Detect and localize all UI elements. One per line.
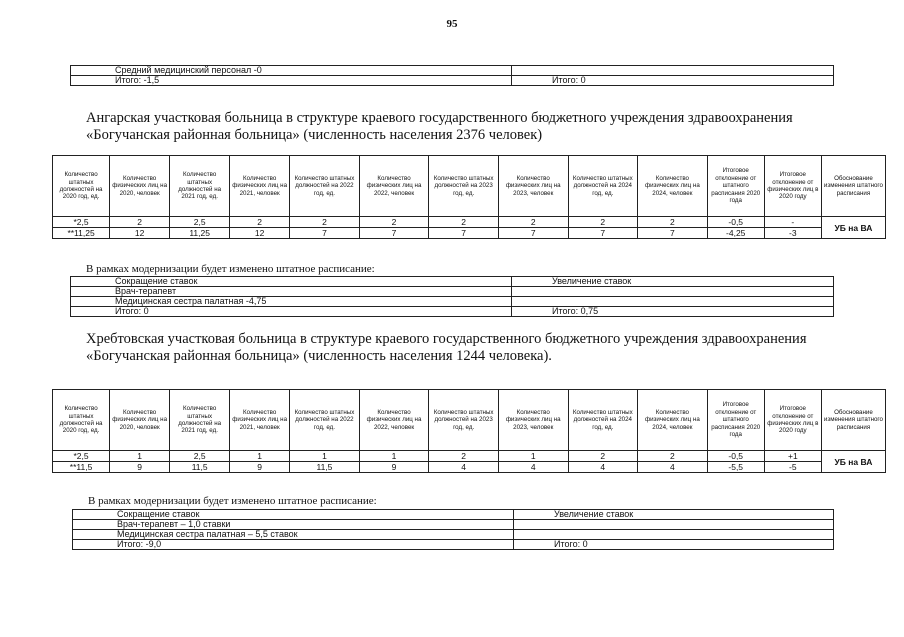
column-header: Обоснование изменения штатного расписания: [821, 156, 885, 217]
table-cell: Итого: -1,5: [71, 76, 512, 86]
table-cell: Врач-терапевт – 1,0 ставки: [73, 520, 514, 530]
table-cell: 7: [429, 228, 499, 239]
table-row: [71, 287, 834, 297]
column-header: Количество физических лиц на 2023, человек: [498, 156, 568, 217]
column-header: Количество физических лиц на 2024, человек: [638, 390, 708, 451]
table-cell: *2,5: [53, 217, 110, 228]
column-header: Количество физических лиц на 2020, человек: [110, 390, 170, 451]
table-cell: Врач-терапевт: [71, 287, 512, 297]
table-cell: 7: [568, 228, 638, 239]
table-row: [53, 217, 886, 228]
heading-line: Ангарская участковая больница в структуре краевого государственного бюджетного учреждения здравоохранения: [86, 110, 793, 126]
table-row: [71, 76, 834, 86]
column-header: Количество штатных должностей на 2023 год, ед.: [429, 390, 499, 451]
table-row: [73, 530, 834, 540]
section-heading: [86, 110, 886, 144]
column-header: Итоговое отклонение от физических лиц в 2020 году: [764, 156, 821, 217]
modernization-title: В рамках модернизации будет изменено штатное расписание:: [88, 495, 377, 507]
table-cell: -: [764, 217, 821, 228]
table-cell: -3: [764, 228, 821, 239]
table-cell: Итого: 0,75: [512, 307, 834, 317]
column-header: Количество штатных должностей на 2020 год, ед.: [53, 156, 110, 217]
heading-line: «Богучанская районная больница» (численность населения 2376 человек): [86, 127, 543, 143]
table-cell: 12: [110, 228, 170, 239]
table-cell: [514, 530, 834, 540]
table-cell: *2,5: [53, 451, 110, 462]
column-header: Количество штатных должностей на 2024 год, ед.: [568, 156, 638, 217]
justification-cell: УБ на ВА: [821, 451, 885, 473]
table-cell: 2: [429, 451, 499, 462]
table-cell: **11,5: [53, 462, 110, 473]
table-cell: [512, 66, 834, 76]
table-cell: 2: [359, 217, 429, 228]
table-cell: +1: [764, 451, 821, 462]
table-cell: 11,25: [170, 228, 230, 239]
table-cell: 4: [429, 462, 499, 473]
table-cell: 2,5: [170, 451, 230, 462]
table-cell: 2,5: [170, 217, 230, 228]
modernization-table: [70, 276, 834, 317]
table-cell: [512, 287, 834, 297]
table-cell: 4: [638, 462, 708, 473]
column-header: Количество штатных должностей на 2021 год, ед.: [170, 156, 230, 217]
table-row: [53, 228, 886, 239]
modernization-table: [72, 509, 834, 550]
column-header: Количество физических лиц на 2024, человек: [638, 156, 708, 217]
table-cell: 2: [290, 217, 360, 228]
section-heading: [86, 331, 886, 365]
column-header: Количество штатных должностей на 2020 год, ед.: [53, 390, 110, 451]
table-cell: Медицинская сестра палатная -4,75: [71, 297, 512, 307]
table-row: [73, 520, 834, 530]
table-cell: 9: [110, 462, 170, 473]
column-header: Количество физических лиц на 2021, человек: [230, 390, 290, 451]
table-cell: 9: [359, 462, 429, 473]
table-cell: 2: [498, 217, 568, 228]
table-cell: 4: [498, 462, 568, 473]
table-cell: 2: [230, 217, 290, 228]
table-cell: 2: [568, 451, 638, 462]
table-cell: -5,5: [707, 462, 764, 473]
table-cell: 1: [290, 451, 360, 462]
table-cell: [514, 520, 834, 530]
heading-line: «Богучанская районная больница» (численность населения 1244 человека).: [86, 348, 552, 364]
modernization-title: В рамках модернизации будет изменено штатное расписание:: [86, 263, 375, 275]
column-header: Количество штатных должностей на 2022 год, ед.: [290, 390, 360, 451]
column-header: Увеличение ставок: [514, 510, 834, 520]
table-cell: 7: [290, 228, 360, 239]
top-summary-table: [70, 65, 834, 86]
table-cell: 2: [638, 451, 708, 462]
table-row: [71, 297, 834, 307]
table-cell: 11,5: [290, 462, 360, 473]
table-cell: Итого: 0: [512, 76, 834, 86]
table-cell: 2: [429, 217, 499, 228]
column-header: Количество штатных должностей на 2023 год, ед.: [429, 156, 499, 217]
table-cell: 12: [230, 228, 290, 239]
table-cell: -4,25: [707, 228, 764, 239]
table-cell: [512, 297, 834, 307]
column-header: Итоговое отклонение от штатного расписания 2020 года: [707, 156, 764, 217]
page-number: 95: [446, 18, 458, 30]
column-header: Количество физических лиц на 2022, человек: [359, 390, 429, 451]
table-row: [53, 451, 886, 462]
table-cell: **11,25: [53, 228, 110, 239]
column-header: Количество физических лиц на 2022, человек: [359, 156, 429, 217]
table-cell: Итого: 0: [71, 307, 512, 317]
heading-line: Хребтовская участковая больница в структуре краевого государственного бюджетного учреждения здравоохранения: [86, 331, 807, 347]
table-row: [53, 462, 886, 473]
column-header: Обоснование изменения штатного расписания: [821, 390, 885, 451]
column-header: Итоговое отклонение от штатного расписания 2020 года: [707, 390, 764, 451]
column-header: Количество физических лиц на 2021, человек: [230, 156, 290, 217]
table-cell: 2: [568, 217, 638, 228]
table-cell: 1: [230, 451, 290, 462]
column-header: Количество штатных должностей на 2021 год, ед.: [170, 390, 230, 451]
table-row: [71, 66, 834, 76]
table-cell: 4: [568, 462, 638, 473]
table-cell: Итого: -9,0: [73, 540, 514, 550]
column-header: Количество физических лиц на 2020, человек: [110, 156, 170, 217]
table-cell: 1: [359, 451, 429, 462]
table-cell: 1: [498, 451, 568, 462]
table-cell: 2: [638, 217, 708, 228]
table-cell: Медицинская сестра палатная – 5,5 ставок: [73, 530, 514, 540]
column-header: Количество штатных должностей на 2022 год, ед.: [290, 156, 360, 217]
table-row: [73, 540, 834, 550]
table-cell: 7: [359, 228, 429, 239]
column-header: Итоговое отклонение от физических лиц в 2020 году: [764, 390, 821, 451]
table-cell: 1: [110, 451, 170, 462]
column-header: Количество штатных должностей на 2024 год, ед.: [568, 390, 638, 451]
table-cell: Средний медицинский персонал -0: [71, 66, 512, 76]
column-header: Количество физических лиц на 2023, человек: [498, 390, 568, 451]
column-header: Сокращение ставок: [71, 277, 512, 287]
staffing-table: [52, 155, 886, 239]
column-header: Увеличение ставок: [512, 277, 834, 287]
table-row: [71, 277, 834, 287]
justification-cell: УБ на ВА: [821, 217, 885, 239]
column-header: Сокращение ставок: [73, 510, 514, 520]
table-header-row: [53, 390, 886, 451]
table-cell: 9: [230, 462, 290, 473]
table-cell: -0,5: [707, 451, 764, 462]
table-cell: 11,5: [170, 462, 230, 473]
table-cell: Итого: 0: [514, 540, 834, 550]
table-cell: 7: [498, 228, 568, 239]
table-cell: -0,5: [707, 217, 764, 228]
staffing-table: [52, 389, 886, 473]
table-row: [71, 307, 834, 317]
table-cell: 2: [110, 217, 170, 228]
table-cell: -5: [764, 462, 821, 473]
table-header-row: [53, 156, 886, 217]
table-cell: 7: [638, 228, 708, 239]
table-row: [73, 510, 834, 520]
